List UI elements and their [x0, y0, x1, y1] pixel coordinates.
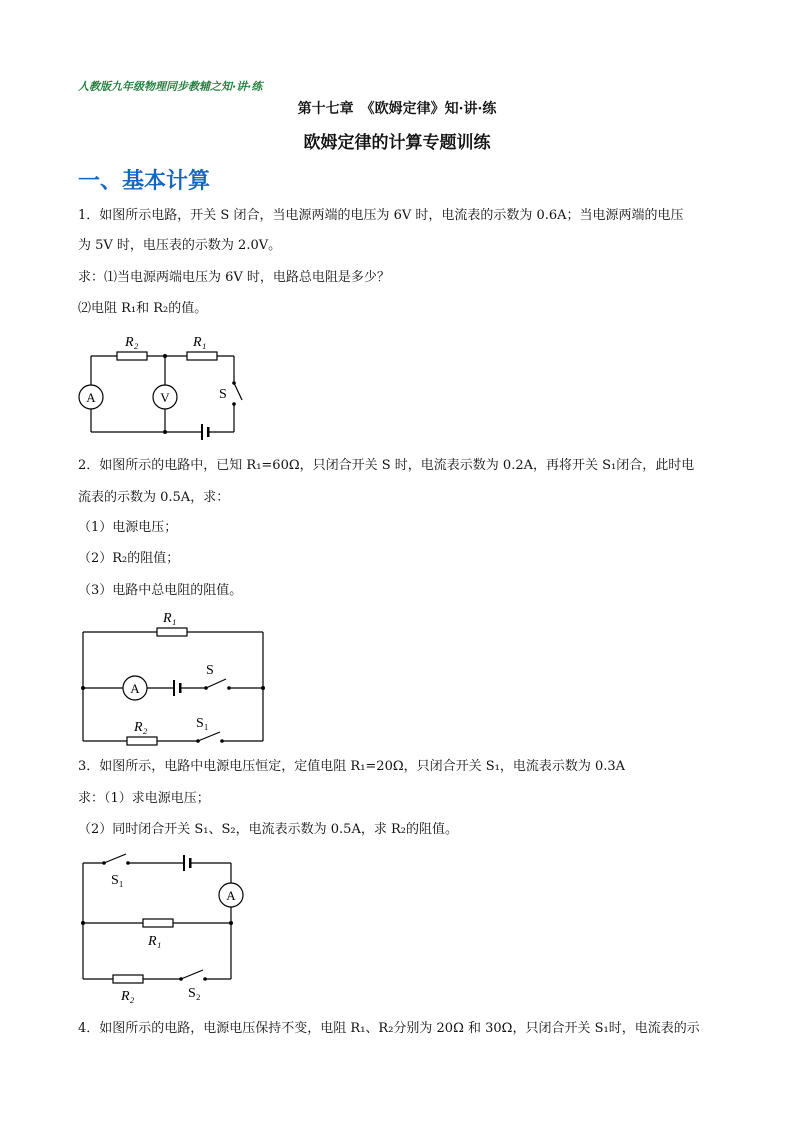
problem-2-line-3: （1）电源电压； [78, 520, 178, 535]
c2-ammeter-label: A [130, 681, 140, 696]
c2-switch-s-label: S [206, 663, 214, 678]
problem-4-line-1: 4．如图所示的电路，电源电压保持不变，电阻 R₁、R₂分别为 20Ω 和 30Ω，只闭合开关 S₁时，电流表的示 [78, 1021, 700, 1036]
section-heading: 一、基本计算 [78, 169, 211, 194]
header-note: 人教版九年级物理同步教辅之知·讲·练 [78, 80, 263, 93]
page-title: 欧姆定律的计算专题训练 [303, 133, 491, 153]
c3-ammeter-label: A [226, 888, 236, 903]
problem-2-line-4: （2）R₂的阻值； [78, 551, 180, 566]
c3-r2-label: R₂ [121, 989, 135, 1004]
c3-r1-label: R₁ [148, 934, 162, 949]
problem-3-line-3: （2）同时闭合开关 S₁、S₂，电流表示数为 0.5A，求 R₂的阻值。 [78, 822, 458, 837]
problem-1-line-4: ⑵电阻 R₁和 R₂的值。 [78, 301, 208, 316]
problem-3-line-2: 求：（1）求电源电压； [78, 791, 210, 806]
c2-r2-label: R₂ [134, 720, 148, 735]
problem-1-line-3: 求：⑴当电源两端电压为 6V 时，电路总电阻是多少？ [78, 270, 390, 285]
problem-3-line-1: 3．如图所示，电路中电源电压恒定，定值电阻 R₁=20Ω，只闭合开关 S₁，电流表示数为 0.3A [78, 759, 626, 774]
chapter-title: 第十七章 《欧姆定律》知·讲·练 [297, 101, 497, 117]
c3-switch-s1-label: S₁ [111, 873, 124, 888]
problem-1-line-1: 1．如图所示电路，开关 S 闭合，当电源两端的电压为 6V 时，电流表的示数为 0.6A；当电源两端的电压 [78, 208, 684, 223]
c3-switch-s2-label: S₂ [188, 986, 201, 1001]
c1-r1-label: R₁ [193, 335, 207, 350]
c2-switch-s1-label: S₁ [196, 716, 209, 731]
problem-2-line-1: 2．如图所示的电路中，已知 R₁=60Ω，只闭合开关 S 时，电流表示数为 0.2A，再将开关 S₁闭合，此时电 [78, 458, 695, 473]
problem-2-line-2: 流表的示数为 0.5A，求： [78, 490, 230, 505]
c1-switch-label: S [219, 387, 227, 402]
c1-r2-label: R₂ [125, 335, 139, 350]
problem-2-line-5: （3）电路中总电阻的阻值。 [78, 583, 243, 598]
c1-voltmeter-label: V [160, 390, 170, 405]
c2-r1-label: R₁ [163, 611, 177, 626]
problem-1-line-2: 为 5V 时，电压表的示数为 2.0V。 [78, 238, 282, 253]
c1-ammeter-label: A [86, 390, 96, 405]
